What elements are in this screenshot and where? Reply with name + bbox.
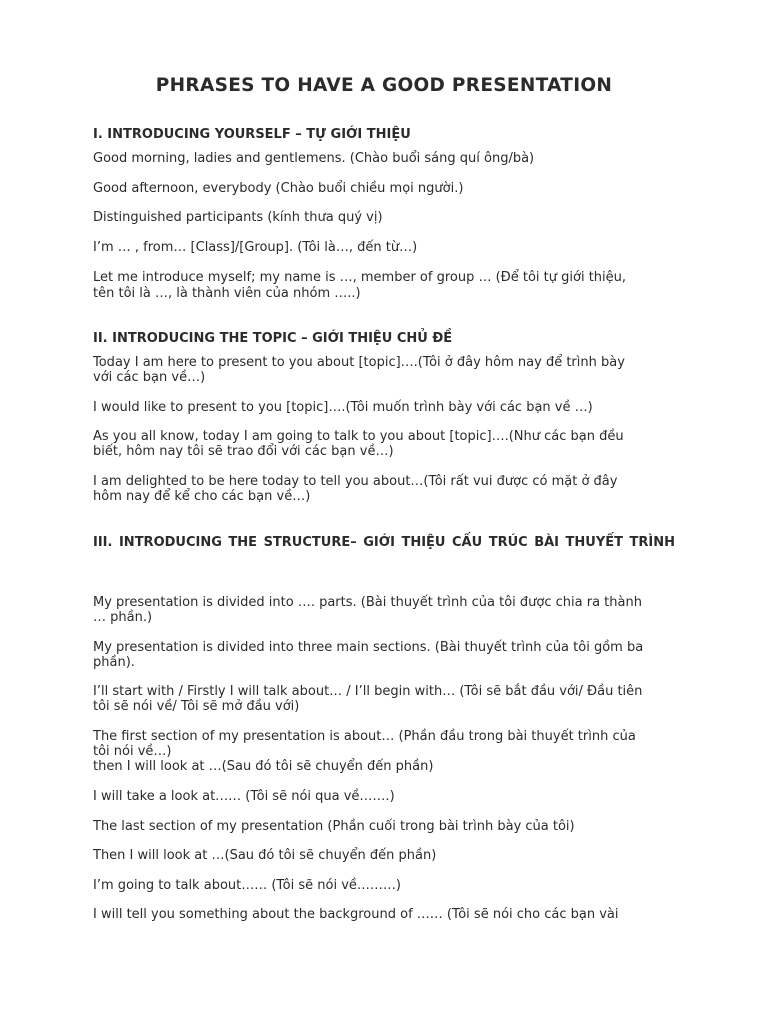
text-line: Then I will look at …(Sau đó tôi sẽ chuyển đến phần)	[93, 848, 437, 863]
text-line: Good afternoon, everybody (Chào buổi chiều mọi người.)	[93, 181, 464, 196]
text-line: tôi nói về…)	[93, 744, 172, 759]
text-line: hôm nay để kể cho các bạn về…)	[93, 489, 311, 504]
text-line: tôi sẽ nói về/ Tôi sẽ mở đầu với)	[93, 699, 300, 714]
section-heading-introducing-yourself: I. INTRODUCING YOURSELF – TỰ GIỚI THIỆU	[93, 127, 411, 142]
text-line: The first section of my presentation is about… (Phần đầu trong bài thuyết trình của	[93, 729, 636, 744]
text-line: Let me introduce myself; my name is …, member of group … (Để tôi tự giới thiệu,	[93, 270, 627, 285]
section-heading-introducing-structure: III. INTRODUCING THE STRUCTURE– GIỚI THIỆU CẤU TRÚC BÀI THUYẾT TRÌNH	[93, 535, 675, 550]
text-line: My presentation is divided into …. parts. (Bài thuyết trình của tôi được chia ra thành	[93, 595, 642, 610]
text-line: tên tôi là …, là thành viên của nhóm …..)	[93, 286, 361, 301]
text-line: I will take a look at…… (Tôi sẽ nói qua về…….)	[93, 789, 395, 804]
text-line: I’ll start with / Firstly I will talk about… / I’ll begin with… (Tôi sẽ bắt đầu với/ Đầu tiên	[93, 684, 643, 699]
text-line: then I will look at …(Sau đó tôi sẽ chuyển đến phần)	[93, 759, 434, 774]
text-line: với các bạn về…)	[93, 370, 206, 385]
text-line: Today I am here to present to you about [topic]….(Tôi ở đây hôm nay để trình bày	[93, 355, 625, 370]
text-line: I will tell you something about the background of …… (Tôi sẽ nói cho các bạn vài	[93, 907, 619, 922]
text-line: As you all know, today I am going to talk to you about [topic]….(Như các bạn đều	[93, 429, 624, 444]
text-line: Distinguished participants (kính thưa quý vị)	[93, 210, 383, 225]
text-line: I’m going to talk about…… (Tôi sẽ nói về………)	[93, 878, 401, 893]
text-line: My presentation is divided into three main sections. (Bài thuyết trình của tôi gồm ba	[93, 640, 644, 655]
text-line: Good morning, ladies and gentlemens. (Chào buổi sáng quí ông/bà)	[93, 151, 535, 166]
text-line: The last section of my presentation (Phần cuối trong bài trình bày của tôi)	[93, 819, 575, 834]
text-line: I am delighted to be here today to tell you about…(Tôi rất vui được có mặt ở đây	[93, 474, 618, 489]
text-line: I’m … , from… [Class]/[Group]. (Tôi là…, đến từ…)	[93, 240, 418, 255]
text-line: phần).	[93, 655, 135, 670]
text-line: biết, hôm nay tôi sẽ trao đổi với các bạn về…)	[93, 444, 394, 459]
section-heading-introducing-topic: II. INTRODUCING THE TOPIC – GIỚI THIỆU CHỦ ĐỀ	[93, 331, 453, 346]
text-line: I would like to present to you [topic]….(Tôi muốn trình bày với các bạn về …)	[93, 400, 593, 415]
document-title: PHRASES TO HAVE A GOOD PRESENTATION	[155, 75, 613, 96]
text-line: … phần.)	[93, 610, 153, 625]
